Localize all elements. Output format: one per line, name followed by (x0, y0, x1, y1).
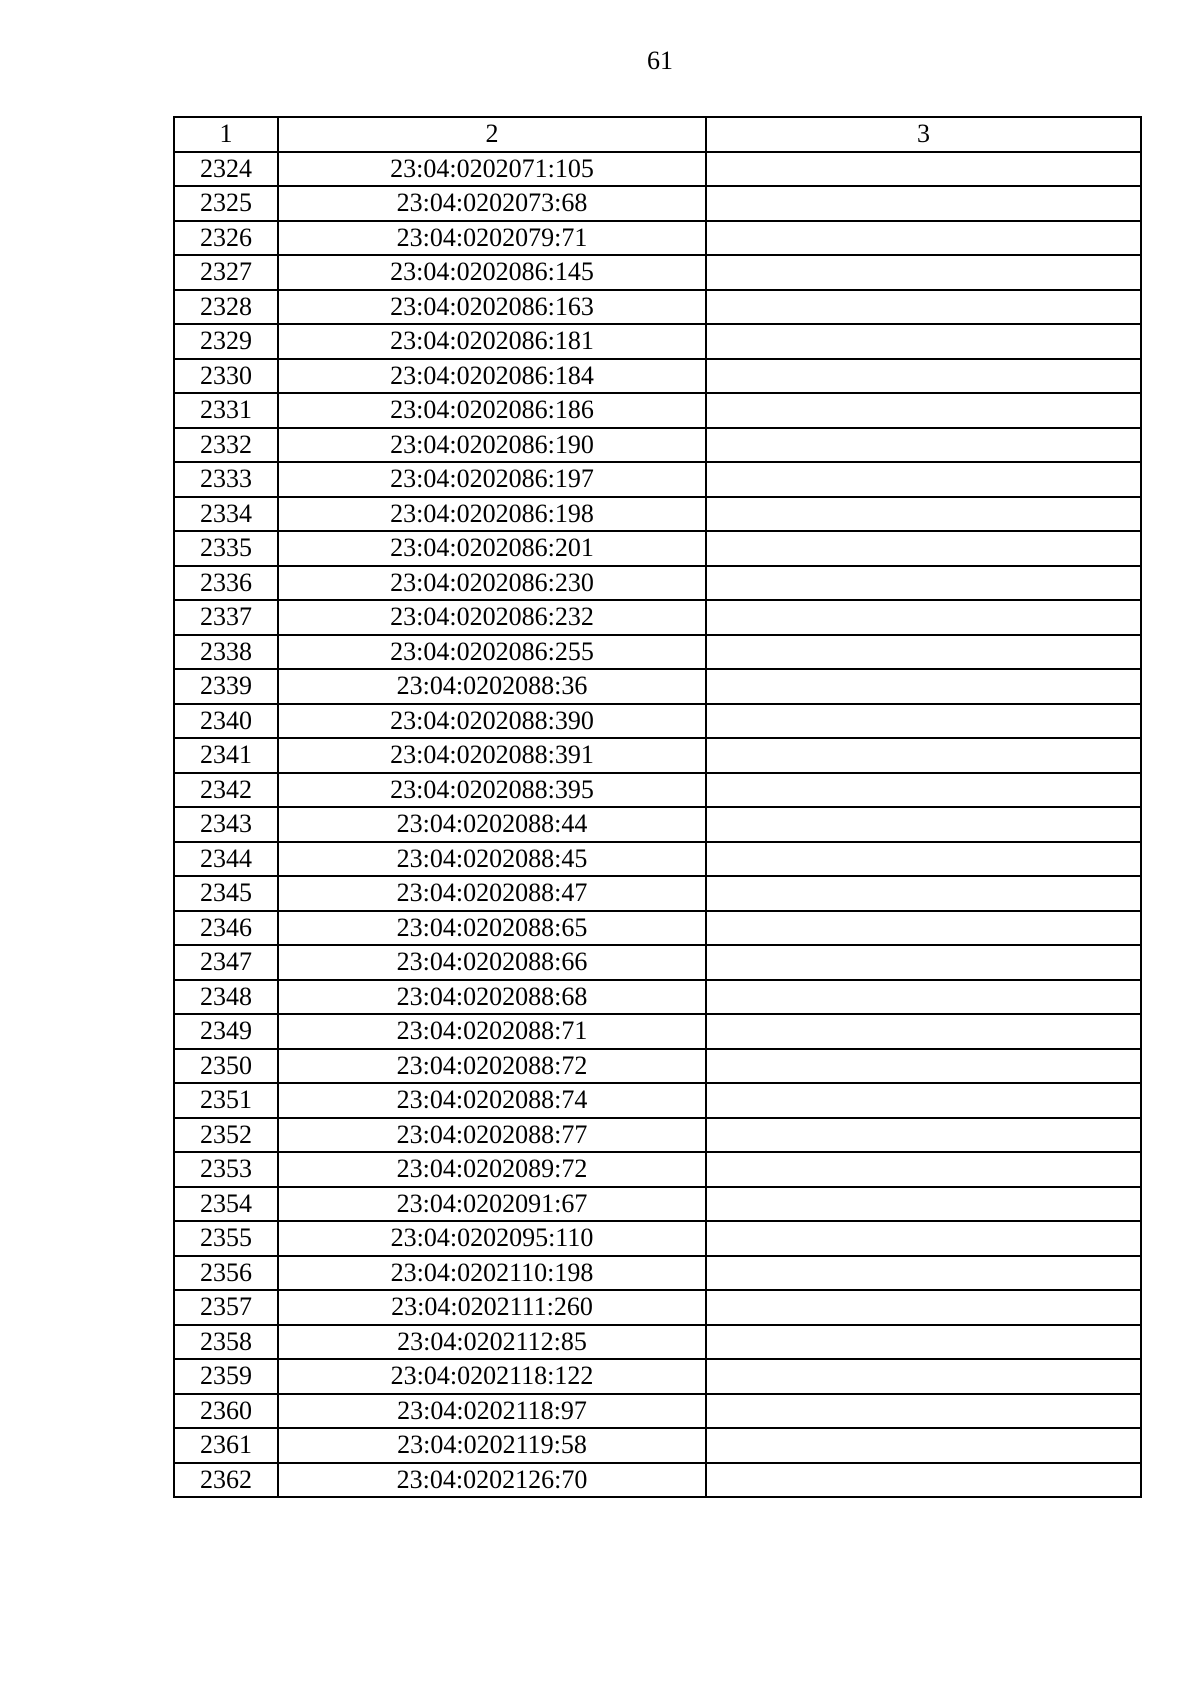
cadastral-number-cell: 23:04:0202086:186 (278, 393, 706, 428)
notes-cell (706, 1049, 1141, 1084)
cadastral-number-cell: 23:04:0202088:74 (278, 1083, 706, 1118)
row-number-cell: 2328 (174, 290, 278, 325)
row-number-cell: 2357 (174, 1290, 278, 1325)
table-row (174, 1394, 1141, 1429)
cadastral-number-cell: 23:04:0202088:68 (278, 980, 706, 1015)
row-number-cell: 2351 (174, 1083, 278, 1118)
cadastral-number-cell: 23:04:0202071:105 (278, 152, 706, 187)
row-number-cell: 2343 (174, 807, 278, 842)
row-number-cell: 2329 (174, 324, 278, 359)
table-row (174, 393, 1141, 428)
row-number-cell: 2324 (174, 152, 278, 187)
row-number-cell: 2337 (174, 600, 278, 635)
table-row (174, 152, 1141, 187)
cadastral-number-cell: 23:04:0202112:85 (278, 1325, 706, 1360)
notes-cell (706, 290, 1141, 325)
notes-cell (706, 1152, 1141, 1187)
table-row (174, 945, 1141, 980)
notes-cell (706, 704, 1141, 739)
cadastral-table (173, 116, 1142, 1498)
row-number-cell: 2340 (174, 704, 278, 739)
notes-cell (706, 462, 1141, 497)
table-row (174, 911, 1141, 946)
notes-cell (706, 221, 1141, 256)
notes-cell (706, 1290, 1141, 1325)
table-row (174, 635, 1141, 670)
notes-cell (706, 1187, 1141, 1222)
notes-cell (706, 1325, 1141, 1360)
table-row (174, 324, 1141, 359)
notes-cell (706, 566, 1141, 601)
cadastral-number-cell: 23:04:0202086:198 (278, 497, 706, 532)
table-row (174, 255, 1141, 290)
table-row (174, 1187, 1141, 1222)
table-row (174, 1118, 1141, 1153)
row-number-cell: 2331 (174, 393, 278, 428)
cadastral-number-cell: 23:04:0202086:190 (278, 428, 706, 463)
column-header-2: 2 (278, 117, 706, 152)
row-number-cell: 2361 (174, 1428, 278, 1463)
table-row (174, 1152, 1141, 1187)
cadastral-number-cell: 23:04:0202088:395 (278, 773, 706, 808)
column-header-3: 3 (706, 117, 1141, 152)
table-row (174, 1014, 1141, 1049)
table-row (174, 1221, 1141, 1256)
cadastral-number-cell: 23:04:0202088:45 (278, 842, 706, 877)
row-number-cell: 2330 (174, 359, 278, 394)
cadastral-number-cell: 23:04:0202086:230 (278, 566, 706, 601)
row-number-cell: 2326 (174, 221, 278, 256)
row-number-cell: 2335 (174, 531, 278, 566)
row-number-cell: 2336 (174, 566, 278, 601)
notes-cell (706, 186, 1141, 221)
row-number-cell: 2327 (174, 255, 278, 290)
notes-cell (706, 773, 1141, 808)
table-row (174, 428, 1141, 463)
page-number: 61 (647, 46, 673, 75)
cadastral-number-cell: 23:04:0202089:72 (278, 1152, 706, 1187)
cadastral-number-cell: 23:04:0202088:391 (278, 738, 706, 773)
row-number-cell: 2341 (174, 738, 278, 773)
notes-cell (706, 980, 1141, 1015)
cadastral-number-cell: 23:04:0202095:110 (278, 1221, 706, 1256)
notes-cell (706, 1394, 1141, 1429)
notes-cell (706, 842, 1141, 877)
notes-cell (706, 1221, 1141, 1256)
row-number-cell: 2349 (174, 1014, 278, 1049)
cadastral-number-cell: 23:04:0202091:67 (278, 1187, 706, 1222)
table-row (174, 290, 1141, 325)
table-row (174, 1256, 1141, 1291)
notes-cell (706, 1014, 1141, 1049)
row-number-cell: 2344 (174, 842, 278, 877)
table-row (174, 497, 1141, 532)
cadastral-number-cell: 23:04:0202079:71 (278, 221, 706, 256)
cadastral-number-cell: 23:04:0202086:145 (278, 255, 706, 290)
row-number-cell: 2347 (174, 945, 278, 980)
cadastral-number-cell: 23:04:0202126:70 (278, 1463, 706, 1498)
row-number-cell: 2333 (174, 462, 278, 497)
row-number-cell: 2350 (174, 1049, 278, 1084)
table-row (174, 1359, 1141, 1394)
cadastral-number-cell: 23:04:0202088:65 (278, 911, 706, 946)
table-row (174, 1290, 1141, 1325)
table-header-row (174, 117, 1141, 152)
cadastral-number-cell: 23:04:0202086:232 (278, 600, 706, 635)
row-number-cell: 2354 (174, 1187, 278, 1222)
row-number-cell: 2352 (174, 1118, 278, 1153)
table-row (174, 531, 1141, 566)
row-number-cell: 2332 (174, 428, 278, 463)
table-row (174, 462, 1141, 497)
cadastral-number-cell: 23:04:0202086:184 (278, 359, 706, 394)
cadastral-number-cell: 23:04:0202119:58 (278, 1428, 706, 1463)
table-row (174, 738, 1141, 773)
notes-cell (706, 1359, 1141, 1394)
cadastral-number-cell: 23:04:0202088:72 (278, 1049, 706, 1084)
row-number-cell: 2339 (174, 669, 278, 704)
row-number-cell: 2325 (174, 186, 278, 221)
notes-cell (706, 428, 1141, 463)
row-number-cell: 2359 (174, 1359, 278, 1394)
notes-cell (706, 807, 1141, 842)
cadastral-number-cell: 23:04:0202073:68 (278, 186, 706, 221)
table-row (174, 359, 1141, 394)
table-row (174, 773, 1141, 808)
notes-cell (706, 324, 1141, 359)
table-row (174, 876, 1141, 911)
row-number-cell: 2362 (174, 1463, 278, 1498)
cadastral-number-cell: 23:04:0202088:44 (278, 807, 706, 842)
notes-cell (706, 635, 1141, 670)
table-row (174, 566, 1141, 601)
cadastral-number-cell: 23:04:0202088:47 (278, 876, 706, 911)
column-header-1: 1 (174, 117, 278, 152)
cadastral-number-cell: 23:04:0202086:181 (278, 324, 706, 359)
table-row (174, 980, 1141, 1015)
row-number-cell: 2346 (174, 911, 278, 946)
notes-cell (706, 1083, 1141, 1118)
cadastral-number-cell: 23:04:0202086:163 (278, 290, 706, 325)
table-row (174, 1049, 1141, 1084)
cadastral-number-cell: 23:04:0202086:197 (278, 462, 706, 497)
row-number-cell: 2334 (174, 497, 278, 532)
notes-cell (706, 1428, 1141, 1463)
row-number-cell: 2355 (174, 1221, 278, 1256)
cadastral-number-cell: 23:04:0202088:36 (278, 669, 706, 704)
row-number-cell: 2348 (174, 980, 278, 1015)
notes-cell (706, 1118, 1141, 1153)
notes-cell (706, 497, 1141, 532)
row-number-cell: 2338 (174, 635, 278, 670)
notes-cell (706, 945, 1141, 980)
notes-cell (706, 1256, 1141, 1291)
notes-cell (706, 876, 1141, 911)
cadastral-number-cell: 23:04:0202111:260 (278, 1290, 706, 1325)
row-number-cell: 2360 (174, 1394, 278, 1429)
notes-cell (706, 911, 1141, 946)
table-row (174, 842, 1141, 877)
table-row (174, 1083, 1141, 1118)
cadastral-number-cell: 23:04:0202118:122 (278, 1359, 706, 1394)
table-row (174, 807, 1141, 842)
cadastral-number-cell: 23:04:0202118:97 (278, 1394, 706, 1429)
cadastral-number-cell: 23:04:0202088:66 (278, 945, 706, 980)
table-row (174, 1428, 1141, 1463)
notes-cell (706, 359, 1141, 394)
notes-cell (706, 393, 1141, 428)
cadastral-number-cell: 23:04:0202086:201 (278, 531, 706, 566)
cadastral-number-cell: 23:04:0202086:255 (278, 635, 706, 670)
notes-cell (706, 738, 1141, 773)
cadastral-number-cell: 23:04:0202088:390 (278, 704, 706, 739)
table-row (174, 221, 1141, 256)
row-number-cell: 2358 (174, 1325, 278, 1360)
notes-cell (706, 531, 1141, 566)
notes-cell (706, 600, 1141, 635)
table-row (174, 600, 1141, 635)
table-body (174, 152, 1141, 1498)
table-row (174, 1325, 1141, 1360)
notes-cell (706, 669, 1141, 704)
table-row (174, 186, 1141, 221)
cadastral-number-cell: 23:04:0202088:71 (278, 1014, 706, 1049)
notes-cell (706, 152, 1141, 187)
row-number-cell: 2353 (174, 1152, 278, 1187)
table-row (174, 704, 1141, 739)
table-row (174, 669, 1141, 704)
cadastral-number-cell: 23:04:0202110:198 (278, 1256, 706, 1291)
row-number-cell: 2342 (174, 773, 278, 808)
notes-cell (706, 1463, 1141, 1498)
row-number-cell: 2345 (174, 876, 278, 911)
row-number-cell: 2356 (174, 1256, 278, 1291)
notes-cell (706, 255, 1141, 290)
table-row (174, 1463, 1141, 1498)
cadastral-number-cell: 23:04:0202088:77 (278, 1118, 706, 1153)
